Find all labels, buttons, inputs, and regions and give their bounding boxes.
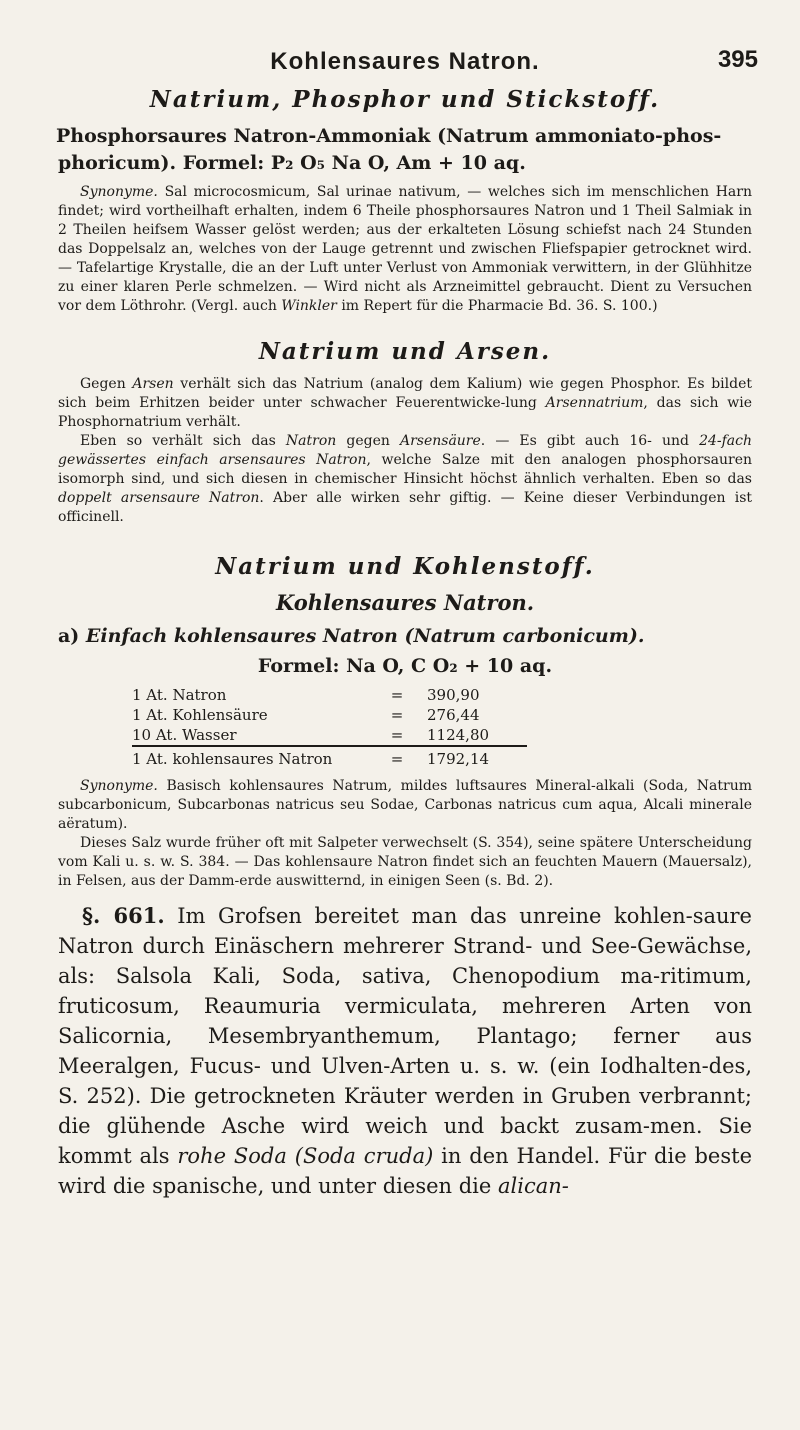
arsen-paragraph-2: Eben so verhält sich das Natron gegen Arsensäure. — Es gibt auch 16- und 24-fach gewässertes einfach arsensaures Natron, welche Salze mit den analogen phosphorsauren isomorph sind, und sich diesen in chemischer Hinsicht höchst ähnlich verhalten. Eben so das doppelt arsensaure Natron. Aber alle wirken sehr giftig. — Keine dieser Verbindungen ist officinell. <box>58 433 753 525</box>
atomic-weight-table <box>132 685 527 769</box>
atomic-weight-row: 10 At. Wasser = 1124,80 <box>132 726 490 744</box>
synonyme-soda: Synonyme. Basisch kohlensaures Natrum, mildes luftsaures Mineral-alkali (Soda, Natrum subcarbonicum, Subcarbonas natricus seu Sodae, Carbonas natricus cum aqua, Alcali minerale aëratum). Dieses Salz wurde früher oft mit Salpeter verwechselt (S. 354), seine spätere Unterscheidung vom Kali u. s. w. S. 384. — Das kohlensaure Natron findet sich an feuchten Mauern (Mauersalz), in Felsen, aus der Damm-erde auswitternd, in einigen Seen (s. Bd. 2). <box>58 778 752 889</box>
arsen-paragraph-1: Gegen Arsen verhält sich das Natrium (analog dem Kalium) wie gegen Phosphor. Es bildet sich beim Erhitzen beider unter schwacher Feuerentwicke-lung Arsennatrium, das sich wie Phosphornatrium verhält. <box>58 376 752 430</box>
entry-title-phosphorsaures-natron-ammoniak <box>58 123 752 177</box>
paragraph-number: §. 661. <box>82 903 165 928</box>
section-heading-phosphor: Natrium, Phosphor und Stickstoff. <box>149 86 661 113</box>
page-number: 395 <box>717 46 758 73</box>
paragraph-salpeter: Dieses Salz wurde früher oft mit Salpeter verwechselt (S. 354), seine spätere Unterscheidung vom Kali u. s. w. S. 384. — Das kohlensaure Natron findet sich an feuchten Mauern (Mauersalz), in Felsen, aus der Damm-erde auswitternd, in einigen Seen (s. Bd. 2). <box>58 835 752 889</box>
running-head <box>58 40 758 80</box>
subsection-a-title: a) Einfach kohlensaures Natron (Natrum carbonicum). <box>58 625 645 647</box>
synonyme-text: Sal microcosmicum, Sal urinae nativum, — welches sich im menschlichen Harn findet; wird vortheilhaft erhalten, indem 6 Theile phosphorsaures Natron und 1 Theil Salmiak in 2 Theilen heifsem Wasser gelöst werden; aus der erkalteten Lösung schiefst nach 24 Stunden das Doppelsalz an, welches von der Lauge getrennt und zwischen Fliefspapier getrocknet wird. — Tafelartige Krystalle, die an der Luft unter Verlust von Ammoniak verwittern, in der Glühhitze zu einer klaren Perle schmelzen. — Wird nicht als Arzneimittel gebraucht. Dient zu Versuchen vor dem Löthrohr. (Vergl. auch <box>58 184 752 314</box>
reference-tail: im Repert für die Pharmacie Bd. 36. S. 100.) <box>336 298 658 314</box>
section-body-arsen <box>58 375 752 527</box>
subheading-kohlensaures-natron: Kohlensaures Natron. <box>275 590 535 615</box>
section-heading-kohlenstoff: Natrium und Kohlenstoff. <box>215 553 595 580</box>
winkler-ref: Winkler <box>281 298 337 314</box>
entry-formula: Formel: P₂ O₅ Na O, Am + 10 aq. <box>182 152 526 174</box>
running-head-title: Kohlensaures Natron. <box>270 48 540 75</box>
formula-natron: Formel: Na O, C O₂ + 10 aq. <box>257 655 553 677</box>
atomic-weight-total-row: 1 At. kohlensaures Natron = 1792,14 <box>132 746 527 769</box>
synonyme-label: Synonyme. <box>80 184 158 200</box>
atomic-weight-row: 1 At. Natron = 390,90 <box>132 686 480 704</box>
atomic-weight-row: 1 At. Kohlensäure = 276,44 <box>132 706 480 724</box>
entry-body-phosphor <box>58 183 752 316</box>
entry-title-line-1: Phosphorsaures Natron-Ammoniak (Natrum ammoniato-phos- <box>56 125 722 147</box>
entry-title-line-2: phoricum). <box>58 152 183 174</box>
paragraph-661: §. 661. Im Grofsen bereitet man das unreine kohlen-saure Natron durch Einäschern mehrerer Strand- und See-Gewächse, als: Salsola Kali, Soda, sativa, Chenopodium ma-ritimum, fruticosum, Reaumuria vermiculata, mehreren Arten von Salicornia, Mesembryanthemum, Plantago; ferner aus Meeralgen, Fucus- und Ulven-Arten u. s. w. (ein Iodhalten-des, S. 252). Die getrockneten Kräuter werden in Gruben verbrannt; die glühende Asche wird weich und backt zusam-men. Sie kommt als rohe Soda (Soda cruda) in den Handel. Für die beste wird die spanische, und unter diesen die alican- <box>58 903 753 1198</box>
section-heading-arsen: Natrium und Arsen. <box>258 338 552 365</box>
